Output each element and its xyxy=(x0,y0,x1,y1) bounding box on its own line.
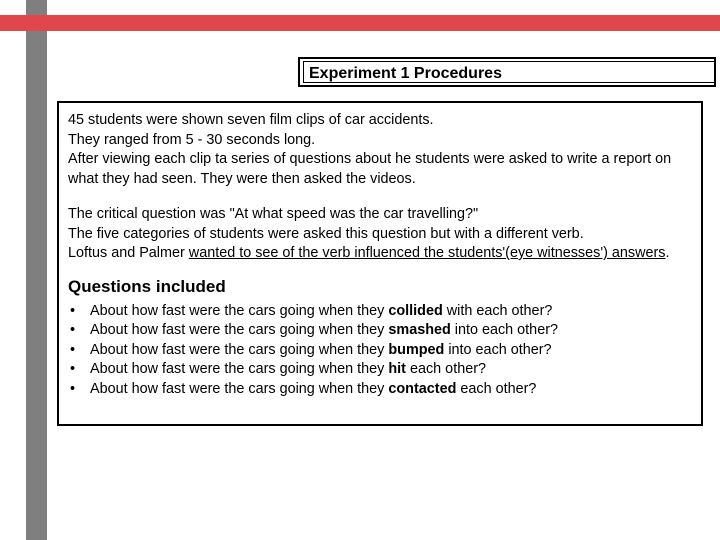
critical-underlined-text: wanted to see of the verb influenced the students'(eye witnesses') answers xyxy=(188,245,666,261)
intro-line-2: They ranged from 5 - 30 seconds long. xyxy=(68,131,316,148)
question-verb: contacted xyxy=(388,380,457,397)
top-accent-bar xyxy=(0,15,720,31)
question-item xyxy=(68,341,691,361)
critical-line-1: The critical question was "At what speed was the car travelling?" xyxy=(68,206,479,222)
title-box xyxy=(298,57,716,87)
critical-line-3-end: . xyxy=(665,245,670,261)
slide-title: Experiment 1 Procedures xyxy=(303,61,716,83)
critical-line-3 xyxy=(68,244,691,264)
question-prefix: About how fast were the cars going when they xyxy=(90,341,389,358)
content-box xyxy=(57,101,703,426)
questions-heading: Questions included xyxy=(68,276,226,296)
critical-line-2: The five categories of students were asked this question but with a different verb. xyxy=(68,225,584,242)
intro-line-3: After viewing each clip ta series of questions about he students were asked to write a report on what they had seen. They were then asked the videos. xyxy=(68,151,672,187)
intro-line-1: 45 students were shown seven film clips of car accidents. xyxy=(68,112,434,128)
question-item xyxy=(68,380,691,400)
question-verb: hit xyxy=(388,361,406,377)
questions-list xyxy=(68,302,691,400)
question-suffix: each other? xyxy=(456,380,537,397)
question-suffix: into each other? xyxy=(444,341,552,358)
question-item xyxy=(68,302,691,322)
question-item xyxy=(68,321,691,341)
question-prefix: About how fast were the cars going when they xyxy=(90,302,389,319)
bullet: • xyxy=(70,380,76,397)
question-item xyxy=(68,360,691,380)
question-suffix: each other? xyxy=(405,361,486,377)
question-suffix: with each other? xyxy=(442,302,553,319)
intro-paragraph xyxy=(68,111,691,189)
critical-paragraph xyxy=(68,205,691,264)
critical-line-3-start: Loftus and Palmer xyxy=(68,245,189,261)
question-verb: smashed xyxy=(388,322,451,338)
bullet: • xyxy=(70,361,76,377)
question-suffix: into each other? xyxy=(450,322,558,338)
question-verb: bumped xyxy=(388,341,445,358)
question-prefix: About how fast were the cars going when they xyxy=(90,361,389,377)
question-prefix: About how fast were the cars going when they xyxy=(90,322,389,338)
bullet: • xyxy=(70,341,76,358)
bullet: • xyxy=(70,322,76,338)
bullet: • xyxy=(70,302,76,319)
question-prefix: About how fast were the cars going when they xyxy=(90,380,389,397)
question-verb: collided xyxy=(388,302,443,319)
left-decorative-bar xyxy=(26,0,47,540)
